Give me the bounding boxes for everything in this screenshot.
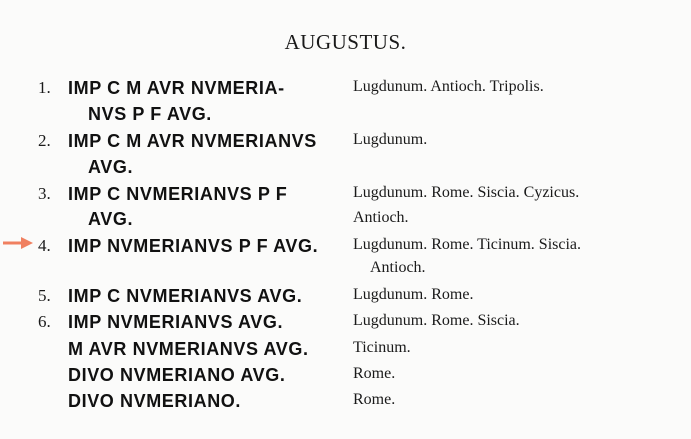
entry-4-line-2 xyxy=(0,259,691,283)
legend-text: IMP C NVMERIANVS P F xyxy=(68,184,288,204)
entry-number: 2. xyxy=(38,131,51,150)
mint-list: Antioch. xyxy=(353,209,409,226)
mint-list: Lugdunum. xyxy=(353,131,428,148)
entry-2-line-2 xyxy=(0,157,691,181)
entry-number: 3. xyxy=(38,184,51,203)
mint-list: Ticinum. xyxy=(353,339,411,356)
entry-number: 4. xyxy=(38,236,51,255)
legend-text: M AVR NVMERIANVS AVG. xyxy=(68,339,309,359)
legend-text: AVG. xyxy=(88,209,134,229)
entry-7-line-1 xyxy=(0,339,691,363)
legend-text: IMP C M AVR NVMERIANVS xyxy=(68,131,317,151)
mint-list: Lugdunum. Rome. xyxy=(353,286,474,303)
legend-text: DIVO NVMERIANO. xyxy=(68,391,242,411)
legend-text: NVS P F AVG. xyxy=(88,104,212,124)
mint-list: Lugdunum. Rome. Siscia. xyxy=(353,312,520,329)
entry-1-line-1 xyxy=(0,78,691,102)
mint-list: Lugdunum. Rome. Ticinum. Siscia. xyxy=(353,236,582,253)
entry-2-line-1 xyxy=(0,131,691,155)
entry-6-line-1 xyxy=(0,312,691,336)
entry-number: 6. xyxy=(38,312,51,331)
legend-text: IMP NVMERIANVS AVG. xyxy=(68,312,284,332)
entry-4-line-1 xyxy=(0,236,691,260)
legend-text: DIVO NVMERIANO AVG. xyxy=(68,365,286,385)
mint-list: Lugdunum. Rome. Siscia. Cyzicus. xyxy=(353,184,580,201)
entry-number: 5. xyxy=(38,286,51,305)
page-heading: AUGUSTUS. xyxy=(284,30,407,54)
entry-8-line-1 xyxy=(0,365,691,389)
mint-list: Antioch. xyxy=(370,259,426,276)
entry-9-line-1 xyxy=(0,391,691,415)
entry-1-line-2 xyxy=(0,104,691,128)
entry-3-line-2 xyxy=(0,209,691,233)
entry-5-line-1 xyxy=(0,286,691,310)
legend-text: IMP NVMERIANVS P F AVG. xyxy=(68,236,319,256)
mint-list: Rome. xyxy=(353,391,396,408)
legend-text: AVG. xyxy=(88,157,134,177)
mint-list: Rome. xyxy=(353,365,396,382)
legend-text: IMP C NVMERIANVS AVG. xyxy=(68,286,303,306)
entry-number: 1. xyxy=(38,78,51,97)
mint-list: Lugdunum. Antioch. Tripolis. xyxy=(353,78,544,95)
legend-text: IMP C M AVR NVMERIA- xyxy=(68,78,285,98)
entry-3-line-1 xyxy=(0,184,691,208)
